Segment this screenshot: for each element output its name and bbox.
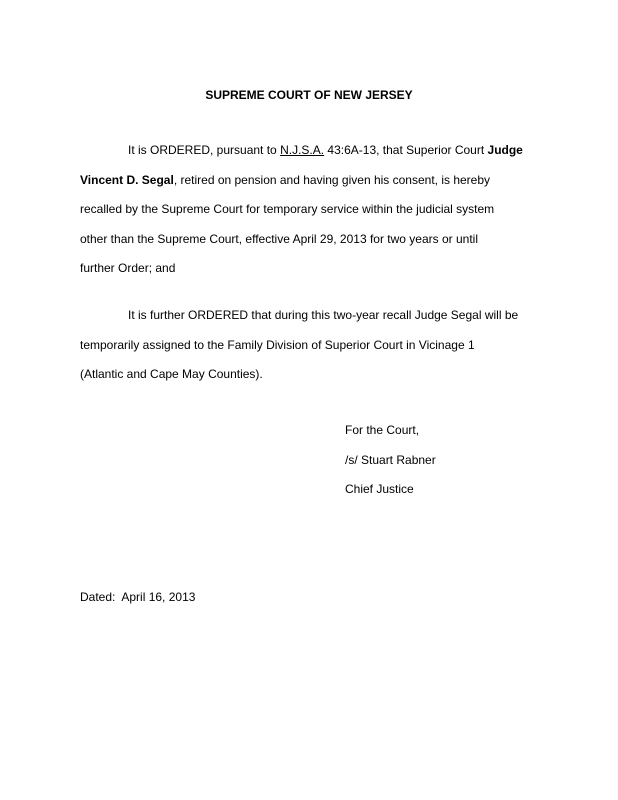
paragraph-1-line-4: other than the Supreme Court, effective April 29, 2013 for two years or until: [80, 231, 478, 246]
signature-name: /s/ Stuart Rabner: [345, 452, 436, 467]
paragraph-1-line-3: recalled by the Supreme Court for temporary service within the judicial system: [80, 202, 495, 216]
statute-citation: N.J.S.A.: [280, 143, 325, 157]
paragraph-1-text-c: , retired on pension and having given his consent, is hereby: [173, 172, 491, 187]
order-paragraph-2: [80, 301, 550, 390]
signature-for-the-court: For the Court,: [345, 423, 420, 437]
paragraph-1-line-1: [80, 136, 550, 166]
dated-line: Dated: April 16, 2013: [80, 590, 196, 604]
judge-title: Judge: [487, 143, 523, 157]
paragraph-2-text-a: It is further ORDERED that during this two-year recall Judge Segal will be: [128, 308, 519, 322]
paragraph-1-text-a: It is ORDERED, pursuant to: [128, 143, 281, 157]
paragraph-1-line-2: [80, 166, 550, 196]
judge-name: Vincent D. Segal: [80, 172, 174, 187]
signature-block: [345, 416, 436, 505]
paragraph-1-text-b: 43:6A-13, that Superior Court: [324, 143, 488, 157]
document-title: SUPREME COURT OF NEW JERSEY: [205, 88, 413, 102]
paragraph-2-line-1: [80, 301, 550, 331]
paragraph-2-line-2: temporarily assigned to the Family Division of Superior Court in Vicinage 1: [80, 337, 475, 352]
paragraph-2-line-3: (Atlantic and Cape May Counties).: [80, 367, 263, 381]
order-paragraph-1: [80, 136, 550, 284]
paragraph-1-line-5: further Order; and: [80, 261, 176, 275]
signature-title: Chief Justice: [345, 482, 414, 496]
